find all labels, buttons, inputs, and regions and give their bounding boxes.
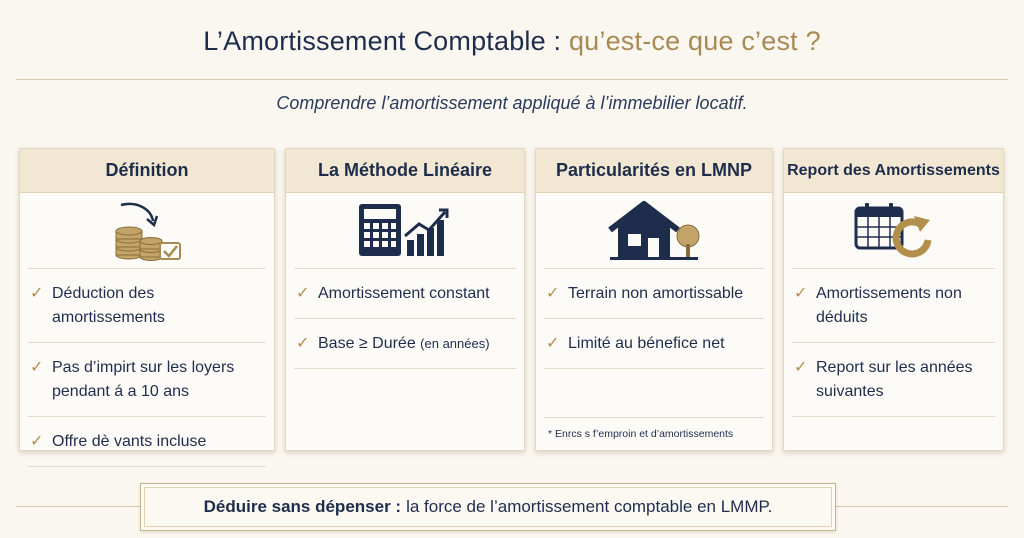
card-particularites-lmnp — [535, 148, 773, 451]
check-icon: ✓ — [296, 285, 310, 302]
list-item: ✓ Base ≥ Durée (en années) — [294, 318, 516, 369]
title-main: L’Amortissement Comptable : — [203, 26, 562, 56]
calendar-refresh-icon — [846, 200, 942, 262]
card-title: La Méthode Linéaire — [286, 149, 524, 193]
card-title: Particularités en LMNP — [536, 149, 772, 193]
footer-bold: Déduire sans dépenser : — [203, 497, 402, 516]
page-title — [0, 26, 1024, 57]
list-item: ✓ Terrain non amortissable — [544, 268, 764, 318]
check-icon: ✓ — [30, 359, 44, 376]
check-icon: ✓ — [30, 433, 44, 450]
footer-rule-right — [836, 506, 1008, 507]
house-icon — [606, 200, 702, 262]
check-icon: ✓ — [30, 285, 44, 302]
list-item: ✓ Amortissement constant — [294, 268, 516, 318]
check-icon: ✓ — [296, 335, 310, 352]
list-item: ✓ Offre dè vants incluse — [28, 416, 266, 467]
note-divider — [544, 417, 764, 418]
footer-text: la force de l’amortissement comptable en LMMP. — [406, 497, 773, 516]
card-definition — [19, 148, 275, 451]
check-icon: ✓ — [546, 335, 560, 352]
check-icon: ✓ — [546, 285, 560, 302]
card-title: Report des Amortissements — [784, 149, 1003, 193]
footer-banner — [140, 483, 836, 531]
list-item: ✓ Déduction des amortissements — [28, 268, 266, 342]
check-icon: ✓ — [794, 359, 808, 376]
subtitle: Comprendre l’amortissement appliqué à l’immebilier locatif. — [276, 93, 748, 113]
card-footnote: * Enrcs s f’emproin et d’amortissements — [548, 428, 734, 440]
footer-rule-left — [16, 506, 140, 507]
list-item: ✓ Pas d’impirt sur les loyers pendant á a 10 ans — [28, 342, 266, 416]
check-icon: ✓ — [794, 285, 808, 302]
card-methode-lineaire — [285, 148, 525, 451]
coins-stack-icon — [107, 199, 187, 263]
list-item: ✓ Report sur les années suivantes — [792, 342, 995, 417]
title-divider — [16, 79, 1008, 80]
card-title: Définition — [20, 149, 274, 193]
title-accent: qu’est-ce que c’est ? — [568, 26, 821, 56]
card-report-amortissements — [783, 148, 1004, 451]
list-item: ✓ Limité au bénefice net — [544, 318, 764, 369]
list-item: ✓ Amortissements non déduits — [792, 268, 995, 342]
calculator-chart-icon — [357, 202, 453, 260]
